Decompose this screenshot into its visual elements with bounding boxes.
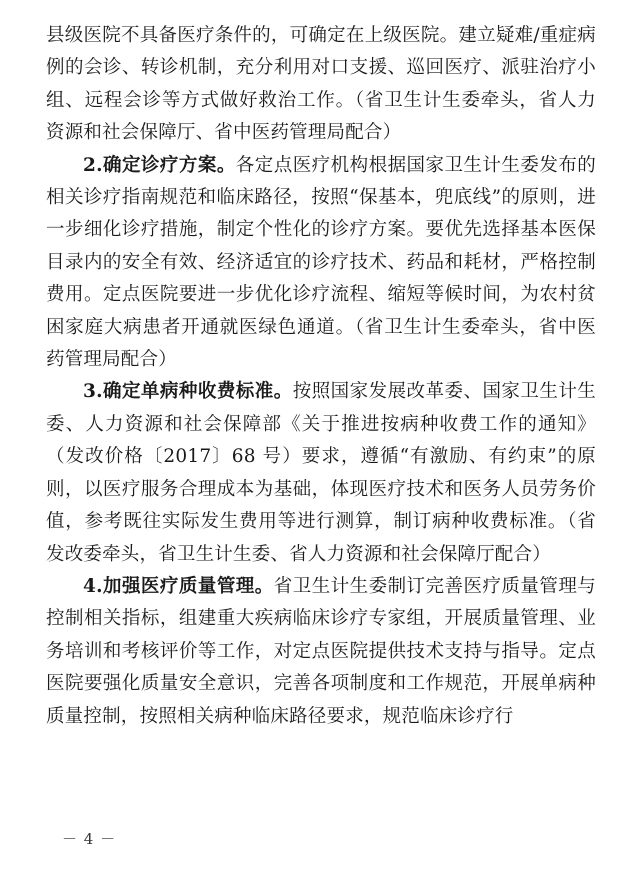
paragraph-quality-management — [46, 571, 596, 733]
paragraph-text: 省卫生计生委制订完善医疗质量管理与控制相关指标，组建重大疾病临床诊疗专家组，开展质量管理、业务培训和考核评价等工作，对定点医院提供技术支持与指导。定点医院要强化质量安全意识，完善各项制度和工作规范，开展单病种质量控制，按照相关病种临床路径要求，规范临床诊疗行 — [46, 575, 597, 727]
paragraph-fee-standard — [46, 376, 596, 570]
paragraph-continuation — [46, 20, 596, 150]
paragraph-text: 按照国家发展改革委、国家卫生计生委、人力资源和社会保障部《关于推进按病种收费工作的通知》（发改价格〔2017〕68 号）要求，遵循“有激励、有约束”的原则，以医疗服务合理成本为基础，体现医疗技术和医务人员劳务价值，参考既往实际发生费用等进行测算，制订病种收费标准。（省发改委牵头，省卫生计生委、省人力资源和社会保障厅配合） — [46, 381, 597, 565]
paragraph-text: 各定点医疗机构根据国家卫生计生委发布的相关诊疗指南规范和临床路径，按照“保基本，兜底线”的原则，进一步细化诊疗措施，制定个性化的诊疗方案。要优先选择基本医保目录内的安全有效、经济适宜的诊疗技术、药品和耗材，严格控制费用。定点医院要进一步优化诊疗流程、缩短等候时间，为农村贫困家庭大病患者开通就医绿色通道。（省卫生计生委牵头，省中医药管理局配合） — [46, 154, 596, 371]
page-number: － 4 － — [62, 830, 117, 848]
section-heading: 2.确定诊疗方案。 — [83, 154, 236, 176]
body-text — [46, 20, 596, 733]
paragraph-diagnosis-plan — [46, 150, 596, 377]
paragraph-text: 县级医院不具备医疗条件的，可确定在上级医院。建立疑难/重症病例的会诊、转诊机制，充分利用对口支援、巡回医疗、派驻治疗小组、远程会诊等方式做好救治工作。（省卫生计生委牵头，省人力资源和社会保障厅、省中医药管理局配合） — [46, 25, 596, 144]
section-heading: 4.加强医疗质量管理。 — [83, 575, 274, 597]
section-heading: 3.确定单病种收费标准。 — [83, 381, 293, 403]
